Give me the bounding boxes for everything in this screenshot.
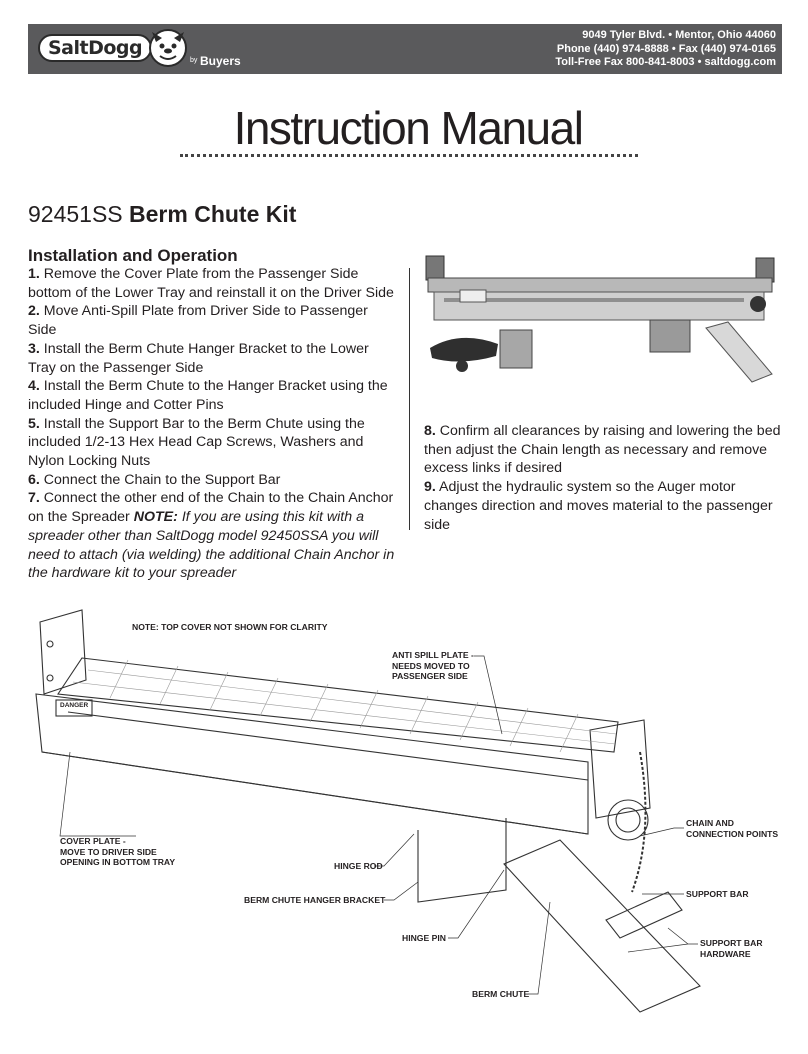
kit-heading xyxy=(28,200,296,228)
label-hanger-bracket: BERM CHUTE HANGER BRACKET xyxy=(244,895,386,905)
dog-mascot-icon xyxy=(146,26,190,70)
kit-photo xyxy=(420,248,780,388)
contact-info xyxy=(555,29,776,70)
column-divider xyxy=(409,268,410,530)
step-item: 6. Connect the Chain to the Support Bar xyxy=(28,471,281,488)
steps-left xyxy=(28,265,400,583)
step-item: 5. Install the Support Bar to the Berm Chute using the included 1/2-13 Hex Head Cap Screws, Washers and Nylon Locking Nuts xyxy=(28,415,365,470)
label-chain: CHAIN AND CONNECTION POINTS xyxy=(686,818,779,839)
step-item: 9. Adjust the hydraulic system so the Auger motor changes direction and moves material to the passenger side xyxy=(424,479,773,533)
label-cover-plate: COVER PLATE - MOVE TO DRIVER SIDE OPENING IN BOTTOM TRAY xyxy=(60,836,176,867)
label-anti-spill: ANTI SPILL PLATE - NEEDS MOVED TO PASSENGER SIDE xyxy=(392,650,474,681)
step-item: 4. Install the Berm Chute to the Hanger Bracket using the included Hinge and Cotter Pins xyxy=(28,378,388,413)
danger-label: DANGER xyxy=(60,702,89,709)
label-hinge-rod: HINGE ROD xyxy=(334,861,383,871)
section-heading: Installation and Operation xyxy=(28,246,238,265)
step-item: 8. Confirm all clearances by raising and lowering the bed then adjust the Chain length as necessary and remove excess links if desired xyxy=(424,423,781,477)
step-item: 2. Move Anti-Spill Plate from Driver Side to Passenger Side xyxy=(28,303,368,339)
step-item: 7. Connect the other end of the Chain to the Chain Anchor on the Spreader NOTE: If you are using this kit with a spreader other than SaltDogg model 92450SSA you will need to attach (via welding) the additional Chain Anchor in the hardware kit to your spreader xyxy=(28,490,395,582)
kit-name: Berm Chute Kit xyxy=(129,201,297,227)
brand-logo xyxy=(38,34,152,62)
label-hinge-pin: HINGE PIN xyxy=(402,933,446,943)
kit-number: 92451SS xyxy=(28,201,123,227)
logo-buyers: Buyers xyxy=(200,54,241,68)
parts-diagram xyxy=(28,602,788,1042)
steps-right xyxy=(424,422,788,534)
logo-by: by xyxy=(190,57,198,64)
step-item: 1. Remove the Cover Plate from the Passenger Side bottom of the Lower Tray and reinstall it on the Driver Side xyxy=(28,266,394,301)
note-text: If you are using this kit with a spreader other than SaltDogg model 92450SSA you will need to attach (via welding) the additional Chain Anchor in the hardware kit to your spreader xyxy=(28,509,395,582)
label-berm-chute: BERM CHUTE xyxy=(472,989,530,999)
title-dotted-rule xyxy=(180,154,638,157)
step-item: 3. Install the Berm Chute Hanger Bracket to the Lower Tray on the Passenger Side xyxy=(28,340,369,376)
tollfree-web: Toll-Free Fax 800-841-8003 • saltdogg.com xyxy=(555,56,776,68)
label-support-hardware: SUPPORT BAR HARDWARE xyxy=(700,938,763,959)
header-bar xyxy=(28,24,782,74)
address: 9049 Tyler Blvd. • Mentor, Ohio 44060 xyxy=(582,29,776,41)
phone-fax: Phone (440) 974-8888 • Fax (440) 974-0165 xyxy=(556,42,776,55)
note-label: NOTE: xyxy=(133,509,178,526)
label-support-bar: SUPPORT BAR xyxy=(686,889,749,899)
brand-name: SaltDogg xyxy=(48,37,143,59)
page-title: Instruction Manual xyxy=(233,102,583,154)
diagram-note: NOTE: TOP COVER NOT SHOWN FOR CLARITY xyxy=(132,622,328,632)
